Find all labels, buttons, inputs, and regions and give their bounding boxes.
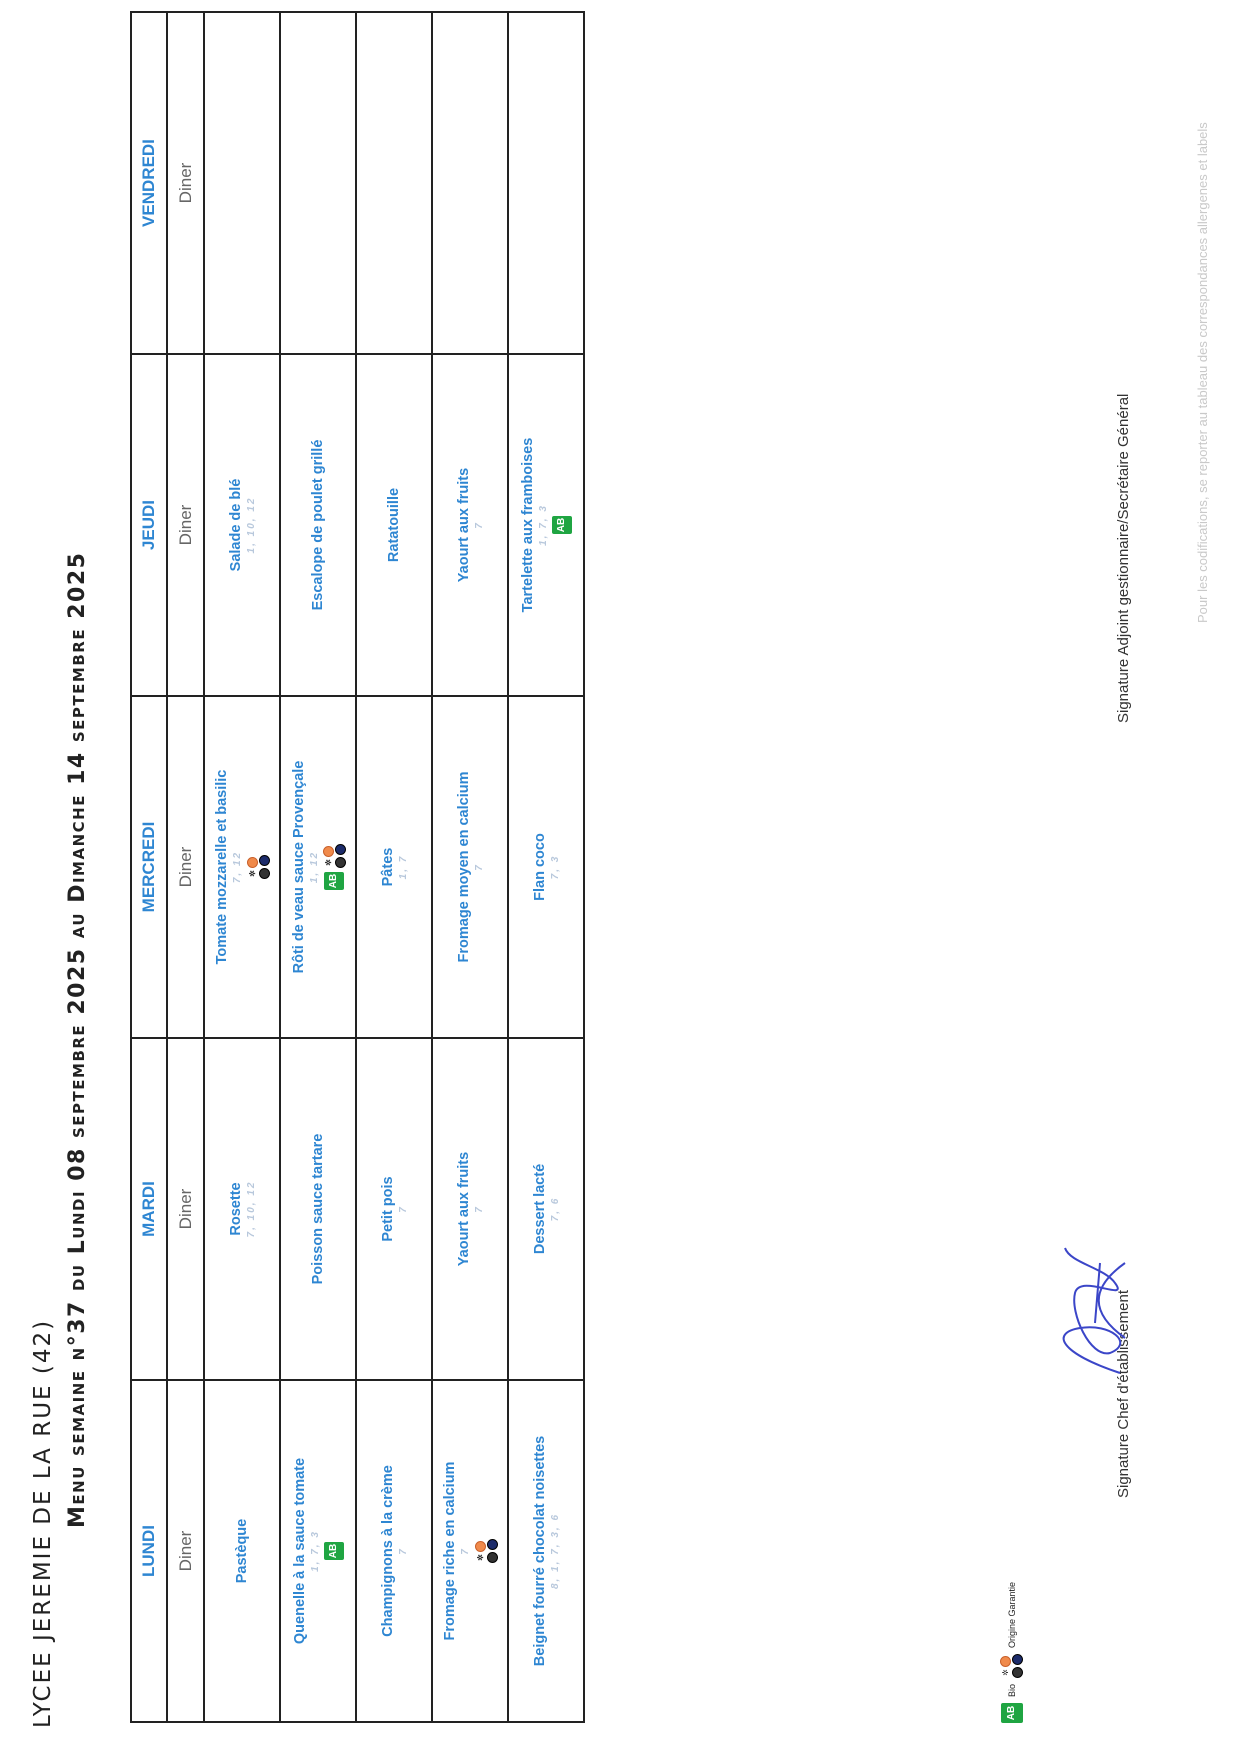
meal-label: Diner (167, 12, 204, 354)
meal-label: Diner (167, 696, 204, 1038)
signature-chef-label: Signature Chef d'établissement (1115, 1290, 1132, 1498)
allergen-codes: 7, 12 (232, 850, 243, 884)
quality-labels (247, 855, 270, 879)
dish-name: Poisson sauce tartare (310, 1133, 326, 1285)
day-header: MERCREDI (131, 696, 167, 1038)
dish-name: Dessert lacté (531, 1163, 548, 1255)
dish-name: Flan coco (531, 833, 548, 901)
dish-cell (356, 354, 432, 696)
dish-cell (356, 1038, 432, 1380)
dish-name: Yaourt aux fruits (455, 1151, 472, 1267)
quality-labels (475, 1539, 498, 1563)
dish-name: Pâtes (379, 847, 396, 887)
footer-note: Pour les codifications, se reporter au tableau des correspondances allergenes et labels (1195, 122, 1210, 623)
dish-name: Petit pois (379, 1176, 396, 1242)
menu-table (130, 11, 585, 1723)
day-header: LUNDI (131, 1380, 167, 1722)
origine-garantie-icon: ✲ (1000, 1654, 1023, 1678)
meal-row (167, 12, 204, 1722)
meal-label: Diner (167, 354, 204, 696)
dish-name: Fromage moyen en calcium (455, 771, 472, 963)
dish-cell (280, 354, 356, 696)
allergen-codes: 7 (397, 1205, 409, 1213)
dish-cell (356, 12, 432, 354)
dish-cell (508, 696, 584, 1038)
legend-bio-label: Bio (1006, 1683, 1017, 1697)
origine-garantie-icon: ✲ (475, 1539, 498, 1563)
day-header: MARDI (131, 1038, 167, 1380)
day-header-row (131, 12, 167, 1722)
ab-bio-logo-icon: AB (324, 872, 344, 890)
dish-cell (432, 12, 508, 354)
meal-label: Diner (167, 1380, 204, 1722)
menu-body (204, 12, 584, 1722)
day-header: JEUDI (131, 354, 167, 696)
allergen-codes: 1, 12 (308, 850, 320, 884)
quality-labels (552, 516, 572, 534)
school-name: LYCEE JEREMIE DE LA RUE (42) (30, 1318, 56, 1728)
meal-label: Diner (167, 1038, 204, 1380)
allergen-codes: 1, 7, 3 (310, 1530, 321, 1572)
dish-name: Rôti de veau sauce Provençale (290, 760, 307, 974)
handwritten-signature (1040, 1233, 1150, 1383)
ab-bio-logo-icon: AB (552, 516, 572, 534)
allergen-codes: 7 (473, 521, 485, 529)
origine-garantie-icon: ✲ (247, 855, 270, 879)
allergen-codes: 7, 3 (549, 854, 561, 880)
dish-name: Rosette (227, 1182, 244, 1236)
dish-cell (432, 696, 508, 1038)
ab-bio-logo-icon: AB (324, 1542, 344, 1560)
dish-name: Tomate mozzarelle et basilic (214, 769, 230, 965)
menu-row (508, 12, 584, 1722)
legend-origine-label: Origine Garantie (1006, 1581, 1017, 1648)
dish-cell (432, 1380, 508, 1722)
dish-cell (432, 1038, 508, 1380)
allergen-codes: 7 (460, 1547, 471, 1555)
dish-cell (432, 354, 508, 696)
allergen-codes: 7 (473, 863, 485, 871)
origine-garantie-icon: ✲ (323, 844, 346, 868)
dish-name: Champignons à la crème (379, 1465, 396, 1637)
dish-cell (280, 12, 356, 354)
dish-cell (508, 12, 584, 354)
dish-name: Beignet fourré chocolat noisettes (531, 1435, 548, 1667)
dish-name: Salade de blé (227, 478, 244, 572)
allergen-codes: 8, 1, 7, 3, 6 (549, 1512, 561, 1590)
allergen-codes: 1, 7, 3 (538, 504, 549, 546)
dish-name: Pastèque (234, 1518, 250, 1584)
allergen-codes: 7 (473, 1205, 485, 1213)
dish-cell (204, 354, 280, 696)
dish-cell (356, 1380, 432, 1722)
dish-name: Fromage riche en calcium (442, 1461, 458, 1641)
menu-row (356, 12, 432, 1722)
dish-cell (204, 696, 280, 1038)
allergen-codes: 1, 7 (397, 854, 409, 880)
day-header: VENDREDI (131, 12, 167, 354)
ab-bio-logo-icon: AB (1001, 1703, 1023, 1723)
label-legend (1000, 1582, 1023, 1723)
dish-name: Yaourt aux fruits (455, 467, 472, 583)
dish-cell (280, 1380, 356, 1722)
signature-adjoint-label: Signature Adjoint gestionnaire/Secrétaire Général (1115, 393, 1132, 723)
dish-cell (280, 1038, 356, 1380)
dish-name: Ratatouille (386, 487, 402, 563)
dish-cell (204, 1038, 280, 1380)
menu-row (204, 12, 280, 1722)
menu-title: Menu semaine n°37 du Lundi 08 septembre 2025 au Dimanche 14 septembre 2025 (65, 551, 90, 1528)
dish-name: Escalope de poulet grillé (310, 439, 326, 611)
allergen-codes: 7, 10, 12 (245, 1180, 257, 1238)
allergen-codes: 7 (397, 1547, 409, 1555)
dish-cell (204, 12, 280, 354)
quality-labels (323, 844, 346, 890)
allergen-codes: 1, 10, 12 (245, 496, 257, 554)
allergen-codes: 7, 6 (549, 1196, 561, 1222)
menu-row (432, 12, 508, 1722)
dish-cell (508, 1380, 584, 1722)
dish-name: Tartelette aux framboises (520, 437, 536, 613)
dish-cell (508, 1038, 584, 1380)
dish-name: Quenelle à la sauce tomate (292, 1457, 308, 1645)
quality-labels (324, 1542, 344, 1560)
dish-cell (280, 696, 356, 1038)
dish-cell (508, 354, 584, 696)
menu-row (280, 12, 356, 1722)
dish-cell (204, 1380, 280, 1722)
dish-cell (356, 696, 432, 1038)
